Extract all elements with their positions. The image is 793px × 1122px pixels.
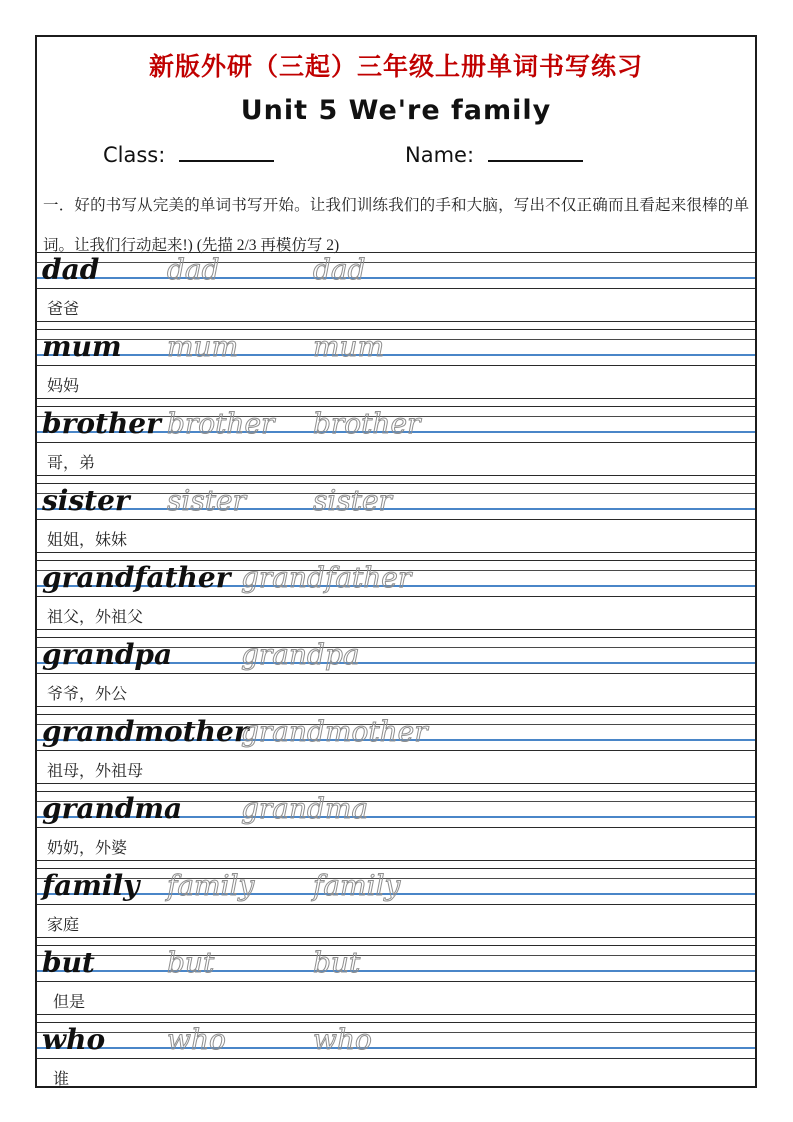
word-trace: sister [313,484,392,517]
baseline [37,1047,755,1049]
writing-grid[interactable] [37,868,755,905]
word-solid: brother [42,407,161,440]
xheight-line [37,339,755,340]
writing-grid[interactable] [37,945,755,982]
class-name-row [37,140,755,172]
word-block-grandpa [37,637,755,707]
translation: 爸爸 [37,289,755,322]
word-solid: mum [42,330,122,363]
word-solid: dad [42,253,100,286]
worksheet-page [35,35,757,1088]
baseline [37,508,755,510]
word-solid: grandmother [42,715,249,748]
translation: 谁 [53,1071,70,1088]
word-trace: family [313,869,401,902]
baseline [37,354,755,356]
translation: 家庭 [37,905,755,938]
translation: 祖父，外祖父 [37,597,755,630]
writing-grid[interactable] [37,252,755,289]
xheight-line [37,262,755,263]
baseline [37,277,755,279]
word-trace: brother [313,407,421,440]
word-trace: grandpa [241,638,360,671]
word-trace: dad [313,253,366,286]
word-solid: grandma [42,792,183,825]
instructions-text: 一．好的书写从完美的单词书写开始。让我们训练我们的手和大脑，写出不仅正确而且看起来很棒的单词。让我们行动起来!) (先描 2/3 再模仿写 2) [43,197,749,254]
word-trace: grandma [241,792,369,825]
translation: 哥，弟 [37,443,755,476]
word-practice-list [37,252,755,1092]
xheight-line [37,1032,755,1033]
word-trace: but [313,946,361,979]
word-solid: but [42,946,95,979]
translation: 妈妈 [37,366,755,399]
writing-grid[interactable] [37,560,755,597]
name-label: Name: [405,143,475,167]
class-label: Class: [103,143,166,167]
word-block-grandfather [37,560,755,630]
writing-grid[interactable] [37,637,755,674]
word-trace: family [167,869,255,902]
word-block-dad [37,252,755,322]
worksheet-title: 新版外研（三起）三年级上册单词书写练习 [148,54,643,81]
translation: 奶奶，外婆 [37,828,755,861]
word-trace: grandmother [241,715,428,748]
word-trace: grandfather [241,561,412,594]
word-block-brother [37,406,755,476]
word-solid: family [42,869,140,902]
word-trace: who [313,1023,372,1056]
baseline [37,970,755,972]
xheight-line [37,955,755,956]
class-input-line[interactable] [179,140,274,162]
word-solid: sister [42,484,130,517]
word-trace: brother [167,407,275,440]
writing-grid[interactable] [37,791,755,828]
writing-grid[interactable] [37,1022,755,1059]
writing-grid[interactable] [37,483,755,520]
word-trace: sister [167,484,246,517]
translation: 祖母，外祖母 [37,751,755,784]
translation: 姐姐，妹妹 [37,520,755,553]
word-block-grandma [37,791,755,861]
translation: 但是 [37,982,755,1015]
word-block-mum [37,329,755,399]
name-input-line[interactable] [488,140,583,162]
writing-grid[interactable] [37,714,755,751]
word-trace: dad [167,253,220,286]
word-solid: grandpa [42,638,173,671]
word-solid: grandfather [42,561,231,594]
word-block-sister [37,483,755,553]
word-block-family [37,868,755,938]
word-trace: but [167,946,215,979]
translation: 爷爷，外公 [37,674,755,707]
word-trace: who [167,1023,226,1056]
word-trace: mum [313,330,385,363]
writing-grid[interactable] [37,329,755,366]
xheight-line [37,493,755,494]
word-solid: who [42,1023,106,1056]
word-block-but [37,945,755,1015]
word-trace: mum [167,330,239,363]
word-block-grandmother [37,714,755,784]
unit-title: Unit 5 We're family [240,95,552,126]
writing-grid[interactable] [37,406,755,443]
word-block-who [37,1022,755,1092]
